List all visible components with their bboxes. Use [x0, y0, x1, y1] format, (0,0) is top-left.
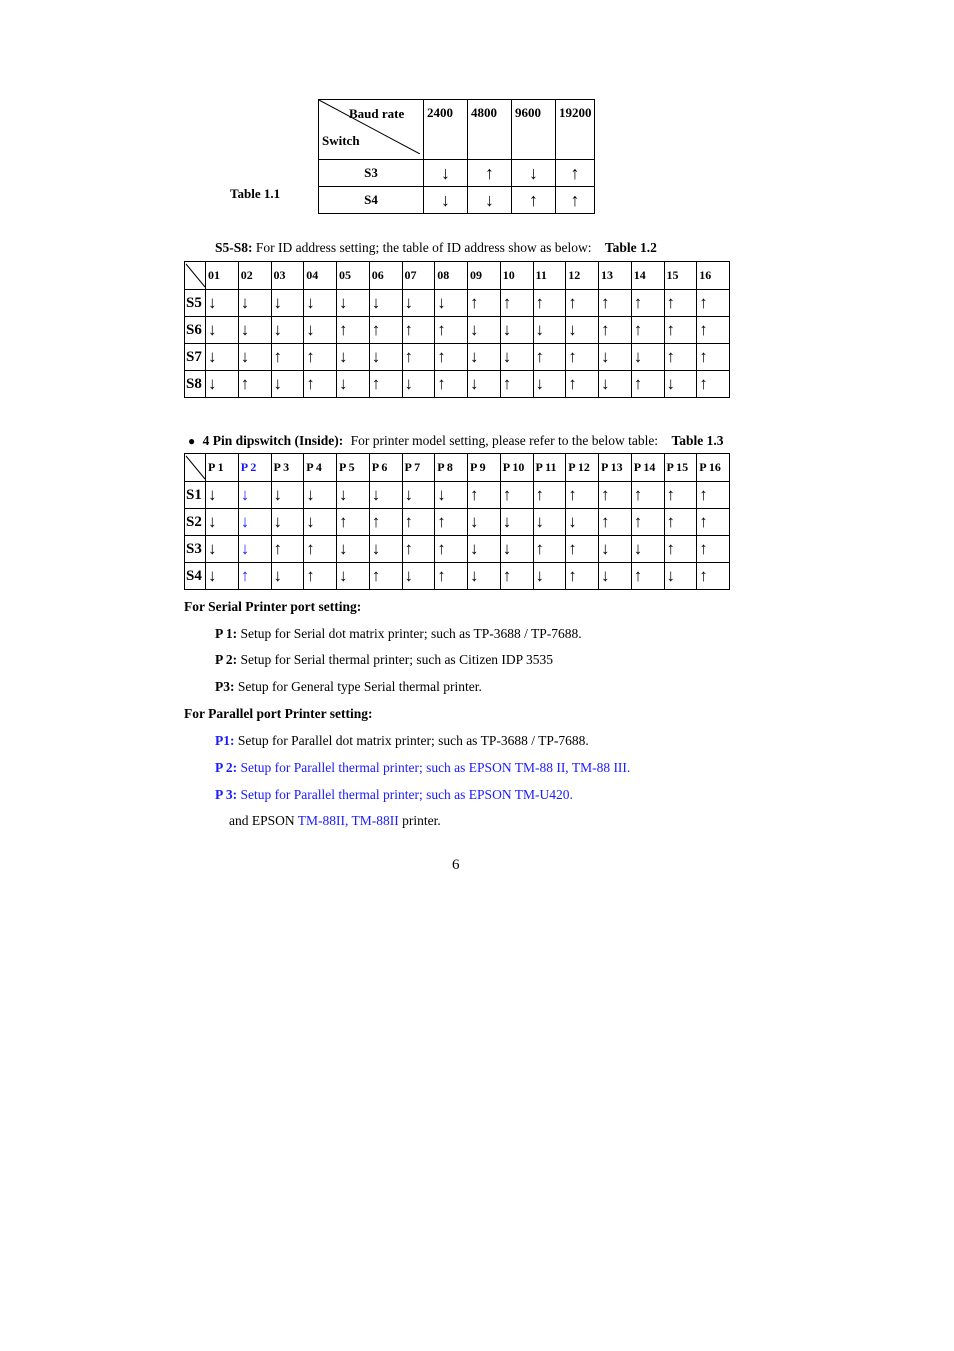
switch-cell: ↓	[664, 563, 697, 590]
serial-item-label: P3:	[215, 679, 235, 694]
baud-cell: ↑	[512, 187, 556, 214]
switch-cell: ↓	[271, 290, 304, 317]
switch-cell: ↓	[468, 563, 501, 590]
switch-cell: ↑	[566, 371, 599, 398]
switch-cell: ↑	[533, 482, 566, 509]
switch-cell: ↑	[402, 536, 435, 563]
corner-cell	[185, 262, 206, 290]
switch-cell: ↓	[402, 563, 435, 590]
column-header: P 10	[500, 454, 533, 482]
corner-cell	[185, 454, 206, 482]
serial-item-text: Setup for Serial thermal printer; such as Citizen IDP 3535	[237, 652, 554, 667]
switch-cell: ↓	[238, 317, 271, 344]
column-header: 15	[664, 262, 697, 290]
switch-cell: ↓	[664, 371, 697, 398]
column-header: P 15	[664, 454, 697, 482]
switch-cell: ↓	[631, 536, 664, 563]
switch-cell: ↓	[337, 482, 370, 509]
switch-cell: ↑	[435, 317, 468, 344]
tail-text: printer.	[398, 813, 441, 828]
column-header: P 13	[599, 454, 632, 482]
switch-cell: ↑	[599, 317, 632, 344]
switch-cell: ↑	[402, 317, 435, 344]
dip-lead: 4 Pin dipswitch (Inside):	[202, 433, 344, 448]
switch-cell: ↑	[566, 536, 599, 563]
column-header: P 3	[271, 454, 304, 482]
switch-cell: ↑	[238, 563, 271, 590]
switch-cell: ↑	[664, 317, 697, 344]
parallel-item-text: Setup for Parallel thermal printer; such as EPSON TM-U420.	[237, 787, 573, 802]
switch-cell: ↓	[271, 509, 304, 536]
parallel-item	[215, 787, 573, 803]
switch-cell: ↓	[337, 290, 370, 317]
baud-rate-label: Baud rate	[349, 106, 405, 121]
parallel-item	[215, 733, 589, 749]
column-header: 07	[402, 262, 435, 290]
switch-cell: ↓	[533, 317, 566, 344]
baud-cell: ↓	[512, 160, 556, 187]
switch-cell: ↑	[500, 482, 533, 509]
switch-cell: ↓	[238, 290, 271, 317]
row-label-s4: S4	[319, 187, 424, 214]
switch-cell: ↓	[337, 344, 370, 371]
switch-cell: ↑	[369, 563, 402, 590]
tail-text: and EPSON	[229, 813, 298, 828]
dipswitch-intro	[188, 433, 723, 449]
baud-col-header: 19200	[556, 100, 595, 160]
column-header: P 2	[238, 454, 271, 482]
switch-cell: ↓	[206, 371, 239, 398]
switch-label: Switch	[322, 133, 360, 148]
baud-cell: ↓	[468, 187, 512, 214]
switch-cell: ↑	[697, 536, 730, 563]
serial-item	[215, 679, 482, 695]
switch-cell: ↑	[697, 371, 730, 398]
switch-cell: ↓	[599, 371, 632, 398]
switch-cell: ↓	[468, 371, 501, 398]
row-label: S5	[185, 290, 206, 317]
switch-cell: ↑	[304, 563, 337, 590]
table-row	[185, 536, 730, 563]
switch-cell: ↓	[304, 290, 337, 317]
switch-cell: ↑	[566, 290, 599, 317]
baud-switch-corner	[319, 100, 424, 160]
parallel-item	[215, 760, 630, 776]
switch-cell: ↑	[631, 317, 664, 344]
switch-cell: ↑	[468, 482, 501, 509]
column-header: 10	[500, 262, 533, 290]
switch-cell: ↓	[369, 536, 402, 563]
table-row	[185, 317, 730, 344]
column-header: 01	[206, 262, 239, 290]
switch-cell: ↑	[435, 563, 468, 590]
switch-cell: ↓	[369, 290, 402, 317]
switch-cell: ↑	[664, 482, 697, 509]
switch-cell: ↑	[500, 371, 533, 398]
switch-cell: ↑	[664, 344, 697, 371]
id-lead: S5-S8:	[215, 240, 253, 255]
switch-cell: ↓	[369, 482, 402, 509]
page-number: 6	[452, 857, 460, 873]
switch-cell: ↑	[599, 290, 632, 317]
table-row	[185, 509, 730, 536]
switch-cell: ↓	[500, 536, 533, 563]
baud-rate-table	[318, 99, 595, 214]
switch-cell: ↓	[500, 317, 533, 344]
switch-cell: ↑	[697, 290, 730, 317]
table-1-1-caption: Table 1.1	[230, 186, 281, 201]
switch-cell: ↓	[206, 290, 239, 317]
switch-cell: ↑	[599, 509, 632, 536]
table-row	[185, 290, 730, 317]
switch-cell: ↑	[566, 563, 599, 590]
column-header: P 8	[435, 454, 468, 482]
switch-cell: ↑	[304, 371, 337, 398]
column-header: P 9	[468, 454, 501, 482]
switch-cell: ↑	[697, 509, 730, 536]
switch-cell: ↓	[304, 482, 337, 509]
serial-item	[215, 652, 553, 668]
column-header: 04	[304, 262, 337, 290]
switch-cell: ↓	[599, 536, 632, 563]
switch-cell: ↑	[533, 536, 566, 563]
id-address-table	[184, 261, 730, 398]
switch-cell: ↑	[271, 344, 304, 371]
switch-cell: ↑	[664, 509, 697, 536]
switch-cell: ↓	[533, 509, 566, 536]
parallel-item-label: P 2:	[215, 760, 238, 775]
baud-cell: ↑	[556, 160, 595, 187]
parallel-item-label: P1:	[215, 733, 235, 748]
switch-cell: ↓	[369, 344, 402, 371]
column-header: P 6	[369, 454, 402, 482]
switch-cell: ↑	[599, 482, 632, 509]
switch-cell: ↑	[631, 290, 664, 317]
switch-cell: ↓	[533, 371, 566, 398]
table-row	[185, 482, 730, 509]
row-label: S8	[185, 371, 206, 398]
switch-cell: ↓	[435, 482, 468, 509]
column-header: P 16	[697, 454, 730, 482]
switch-cell: ↓	[468, 344, 501, 371]
baud-col-header: 2400	[424, 100, 468, 160]
switch-cell: ↑	[664, 290, 697, 317]
switch-cell: ↑	[533, 344, 566, 371]
switch-cell: ↑	[337, 509, 370, 536]
baud-cell: ↓	[424, 187, 468, 214]
row-label: S3	[185, 536, 206, 563]
switch-cell: ↓	[206, 344, 239, 371]
row-label: S1	[185, 482, 206, 509]
switch-cell: ↓	[271, 371, 304, 398]
serial-heading: For Serial Printer port setting:	[184, 599, 362, 614]
table-row	[185, 344, 730, 371]
switch-cell: ↑	[566, 482, 599, 509]
switch-cell: ↑	[697, 344, 730, 371]
switch-cell: ↓	[238, 509, 271, 536]
switch-cell: ↓	[402, 482, 435, 509]
switch-cell: ↓	[206, 482, 239, 509]
switch-cell: ↓	[238, 482, 271, 509]
switch-cell: ↓	[402, 371, 435, 398]
switch-cell: ↑	[271, 536, 304, 563]
column-header: 03	[271, 262, 304, 290]
serial-item-text: Setup for General type Serial thermal printer.	[234, 679, 482, 694]
column-header: 08	[435, 262, 468, 290]
baud-cell: ↑	[468, 160, 512, 187]
column-header: 09	[468, 262, 501, 290]
switch-cell: ↑	[697, 563, 730, 590]
switch-cell: ↓	[468, 536, 501, 563]
switch-cell: ↓	[304, 509, 337, 536]
switch-cell: ↑	[304, 536, 337, 563]
switch-cell: ↓	[599, 344, 632, 371]
switch-cell: ↓	[435, 290, 468, 317]
serial-item-label: P 1:	[215, 626, 238, 641]
switch-cell: ↑	[402, 344, 435, 371]
column-header: P 1	[206, 454, 239, 482]
switch-cell: ↓	[206, 563, 239, 590]
baud-cell: ↑	[556, 187, 595, 214]
row-label-s3: S3	[319, 160, 424, 187]
switch-cell: ↓	[631, 344, 664, 371]
column-header: P 7	[402, 454, 435, 482]
row-label: S6	[185, 317, 206, 344]
switch-cell: ↑	[337, 317, 370, 344]
serial-item	[215, 626, 582, 642]
switch-cell: ↓	[206, 317, 239, 344]
switch-cell: ↓	[206, 509, 239, 536]
switch-cell: ↓	[566, 509, 599, 536]
switch-cell: ↓	[337, 371, 370, 398]
switch-cell: ↓	[238, 344, 271, 371]
switch-cell: ↑	[304, 344, 337, 371]
switch-cell: ↓	[337, 536, 370, 563]
switch-cell: ↓	[500, 509, 533, 536]
switch-cell: ↓	[533, 563, 566, 590]
switch-cell: ↑	[631, 509, 664, 536]
switch-cell: ↑	[369, 317, 402, 344]
serial-item-text: Setup for Serial dot matrix printer; such as TP-3688 / TP-7688.	[237, 626, 582, 641]
column-header: 11	[533, 262, 566, 290]
switch-cell: ↑	[435, 371, 468, 398]
baud-cell: ↓	[424, 160, 468, 187]
switch-cell: ↑	[631, 482, 664, 509]
switch-cell: ↑	[435, 344, 468, 371]
column-header: 06	[369, 262, 402, 290]
switch-cell: ↓	[599, 563, 632, 590]
switch-cell: ↑	[697, 482, 730, 509]
column-header: P 14	[631, 454, 664, 482]
switch-cell: ↑	[533, 290, 566, 317]
switch-cell: ↑	[631, 563, 664, 590]
table-row	[185, 371, 730, 398]
switch-cell: ↑	[697, 317, 730, 344]
diagonal-line	[185, 454, 206, 481]
switch-cell: ↓	[500, 344, 533, 371]
id-text: For ID address setting; the table of ID address show as below:	[252, 240, 592, 255]
tail-model-1: TM-88II	[297, 813, 346, 828]
switch-cell: ↑	[369, 371, 402, 398]
switch-cell: ↑	[402, 509, 435, 536]
column-header: P 12	[566, 454, 599, 482]
column-header: P 5	[337, 454, 370, 482]
switch-cell: ↑	[238, 371, 271, 398]
baud-col-header: 4800	[468, 100, 512, 160]
table-1-3-caption: Table 1.3	[671, 433, 724, 448]
row-label: S7	[185, 344, 206, 371]
tail-sep: ,	[345, 813, 352, 828]
switch-cell: ↑	[435, 536, 468, 563]
row-label: S4	[185, 563, 206, 590]
switch-cell: ↓	[468, 317, 501, 344]
row-label: S2	[185, 509, 206, 536]
dip-text: For printer model setting, please refer to the below table:	[350, 433, 659, 448]
parallel-tail	[229, 813, 441, 829]
switch-cell: ↓	[271, 563, 304, 590]
parallel-item-text: Setup for Parallel dot matrix printer; such as TP-3688 / TP-7688.	[234, 733, 589, 748]
switch-cell: ↑	[566, 344, 599, 371]
baud-col-header: 9600	[512, 100, 556, 160]
parallel-item-label: P 3:	[215, 787, 238, 802]
column-header: 14	[631, 262, 664, 290]
switch-cell: ↓	[566, 317, 599, 344]
tail-model-2: TM-88II	[351, 813, 399, 828]
column-header: 02	[238, 262, 271, 290]
serial-item-label: P 2:	[215, 652, 238, 667]
switch-cell: ↓	[206, 536, 239, 563]
switch-cell: ↑	[500, 290, 533, 317]
column-header: 13	[599, 262, 632, 290]
column-header: P 4	[304, 454, 337, 482]
switch-cell: ↓	[304, 317, 337, 344]
switch-cell: ↓	[468, 509, 501, 536]
table-1-2-caption: Table 1.2	[604, 240, 657, 255]
parallel-heading: For Parallel port Printer setting:	[184, 706, 373, 721]
column-header: P 11	[533, 454, 566, 482]
switch-cell: ↑	[369, 509, 402, 536]
id-address-intro	[215, 240, 657, 256]
diagonal-line	[185, 262, 206, 289]
table-row	[185, 563, 730, 590]
printer-model-table	[184, 453, 730, 590]
switch-cell: ↑	[664, 536, 697, 563]
switch-cell: ↓	[238, 536, 271, 563]
switch-cell: ↓	[337, 563, 370, 590]
switch-cell: ↑	[468, 290, 501, 317]
column-header: 16	[697, 262, 730, 290]
switch-cell: ↓	[271, 317, 304, 344]
switch-cell: ↑	[435, 509, 468, 536]
parallel-item-text: Setup for Parallel thermal printer; such as EPSON TM-88 II, TM-88 III.	[237, 760, 631, 775]
bullet-icon: ●	[188, 434, 196, 448]
switch-cell: ↓	[271, 482, 304, 509]
switch-cell: ↑	[631, 371, 664, 398]
switch-cell: ↓	[402, 290, 435, 317]
column-header: 12	[566, 262, 599, 290]
switch-cell: ↑	[500, 563, 533, 590]
column-header: 05	[337, 262, 370, 290]
